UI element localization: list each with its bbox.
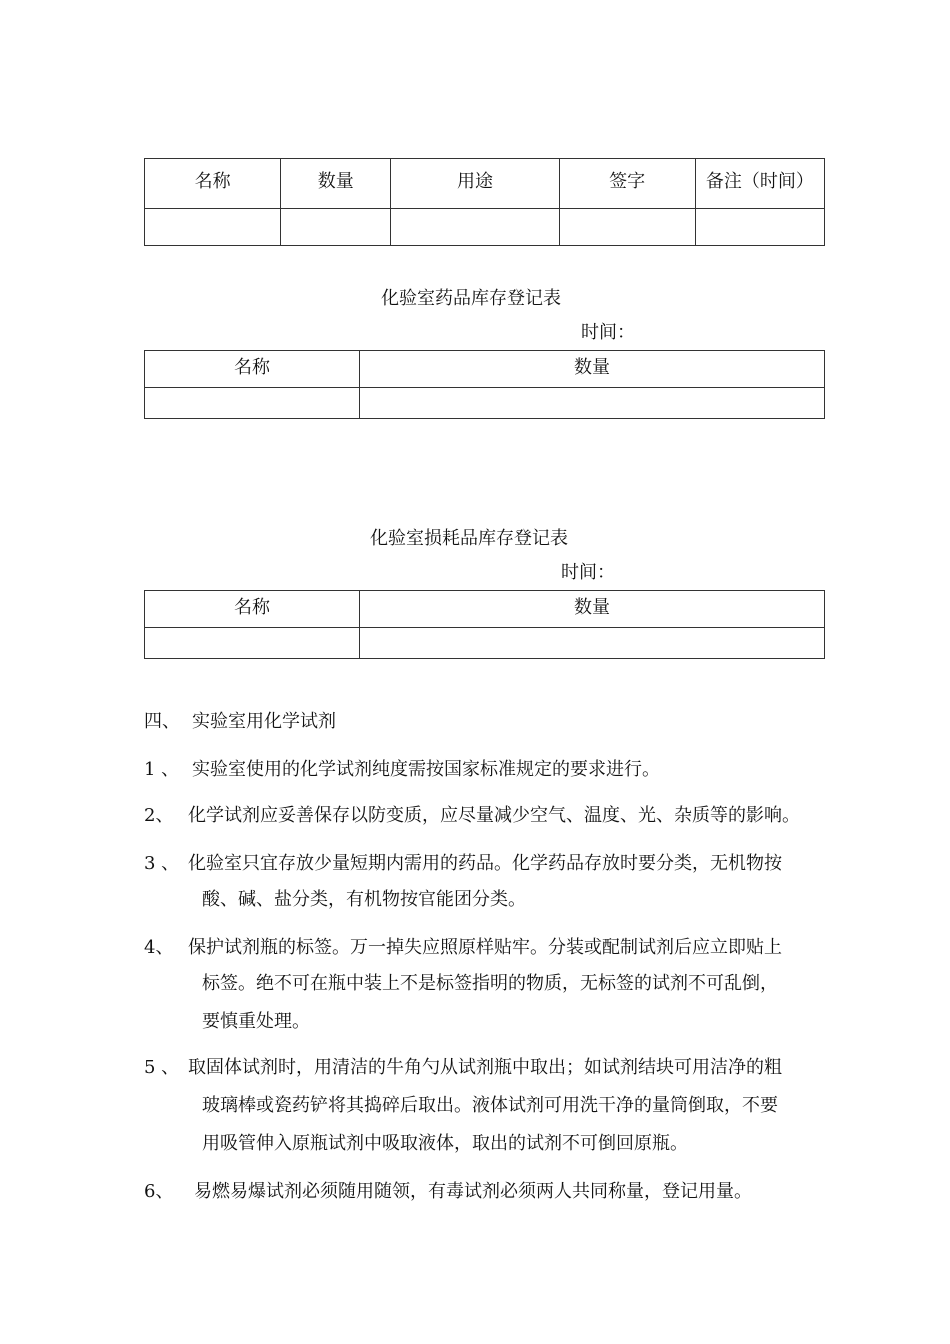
usage-register-table (144, 158, 825, 246)
empty-cell[interactable] (559, 209, 695, 246)
empty-cell[interactable] (360, 388, 825, 419)
header-cell-purpose: 用途 (391, 159, 559, 209)
empty-cell[interactable] (360, 628, 825, 659)
empty-cell[interactable] (145, 628, 360, 659)
empty-cell[interactable] (695, 209, 824, 246)
item-line: 酸、碱、盐分类，有机物按官能团分类。 (202, 889, 526, 910)
header-cell-name: 名称 (145, 159, 281, 209)
consumables-inventory-table (144, 590, 825, 659)
item-line: 标签。绝不可在瓶中装上不是标签指明的物质，无标签的试剂不可乱倒， (202, 973, 778, 994)
item-number: 6、 (144, 1181, 174, 1202)
item-number: 1 、 (144, 759, 180, 780)
item-line: 用吸管伸入原瓶试剂中吸取液体，取出的试剂不可倒回原瓶。 (202, 1133, 688, 1154)
table-header-row (145, 591, 825, 628)
item-line: 玻璃棒或瓷药铲将其捣碎后取出。液体试剂可用洗干净的量筒倒取，不要 (202, 1095, 778, 1116)
empty-cell[interactable] (145, 209, 281, 246)
item-line: 化验室只宜存放少量短期内需用的药品。化学药品存放时要分类，无机物按 (188, 853, 782, 874)
section-title: 实验室用化学试剂 (192, 711, 336, 732)
item-line: 易燃易爆试剂必须随用随领，有毒试剂必须两人共同称量，登记用量。 (194, 1181, 752, 1202)
header-cell-name: 名称 (145, 591, 360, 628)
item-number: 5 、 (144, 1057, 180, 1078)
table-header-row (145, 159, 825, 209)
consumables-inventory-time-label: 时间： (561, 562, 615, 583)
drug-inventory-table (144, 350, 825, 419)
empty-cell[interactable] (145, 388, 360, 419)
item-line: 保护试剂瓶的标签。万一掉失应照原样贴牢。分装或配制试剂后应立即贴上 (188, 937, 782, 958)
drug-inventory-time-label: 时间： (581, 322, 635, 343)
header-cell-signature: 签字 (559, 159, 695, 209)
header-cell-quantity: 数量 (281, 159, 391, 209)
header-cell-name: 名称 (145, 351, 360, 388)
item-number: 2、 (144, 805, 174, 826)
item-number: 4、 (144, 937, 174, 958)
item-number: 3 、 (144, 853, 180, 874)
header-cell-quantity: 数量 (360, 591, 825, 628)
header-cell-remarks: 备注（时间） (695, 159, 824, 209)
drug-inventory-title: 化验室药品库存登记表 (381, 288, 561, 309)
section-number: 四、 (144, 711, 180, 732)
header-cell-quantity: 数量 (360, 351, 825, 388)
table-header-row (145, 351, 825, 388)
table-row (145, 388, 825, 419)
table-row (145, 628, 825, 659)
item-line: 化学试剂应妥善保存以防变质，应尽量减少空气、温度、光、杂质等的影响。 (188, 805, 800, 826)
item-line: 实验室使用的化学试剂纯度需按国家标准规定的要求进行。 (192, 759, 660, 780)
item-line: 取固体试剂时，用清洁的牛角勺从试剂瓶中取出；如试剂结块可用洁净的粗 (188, 1057, 782, 1078)
consumables-inventory-title: 化验室损耗品库存登记表 (370, 528, 568, 549)
empty-cell[interactable] (281, 209, 391, 246)
empty-cell[interactable] (391, 209, 559, 246)
item-line: 要慎重处理。 (202, 1011, 310, 1032)
table-row (145, 209, 825, 246)
